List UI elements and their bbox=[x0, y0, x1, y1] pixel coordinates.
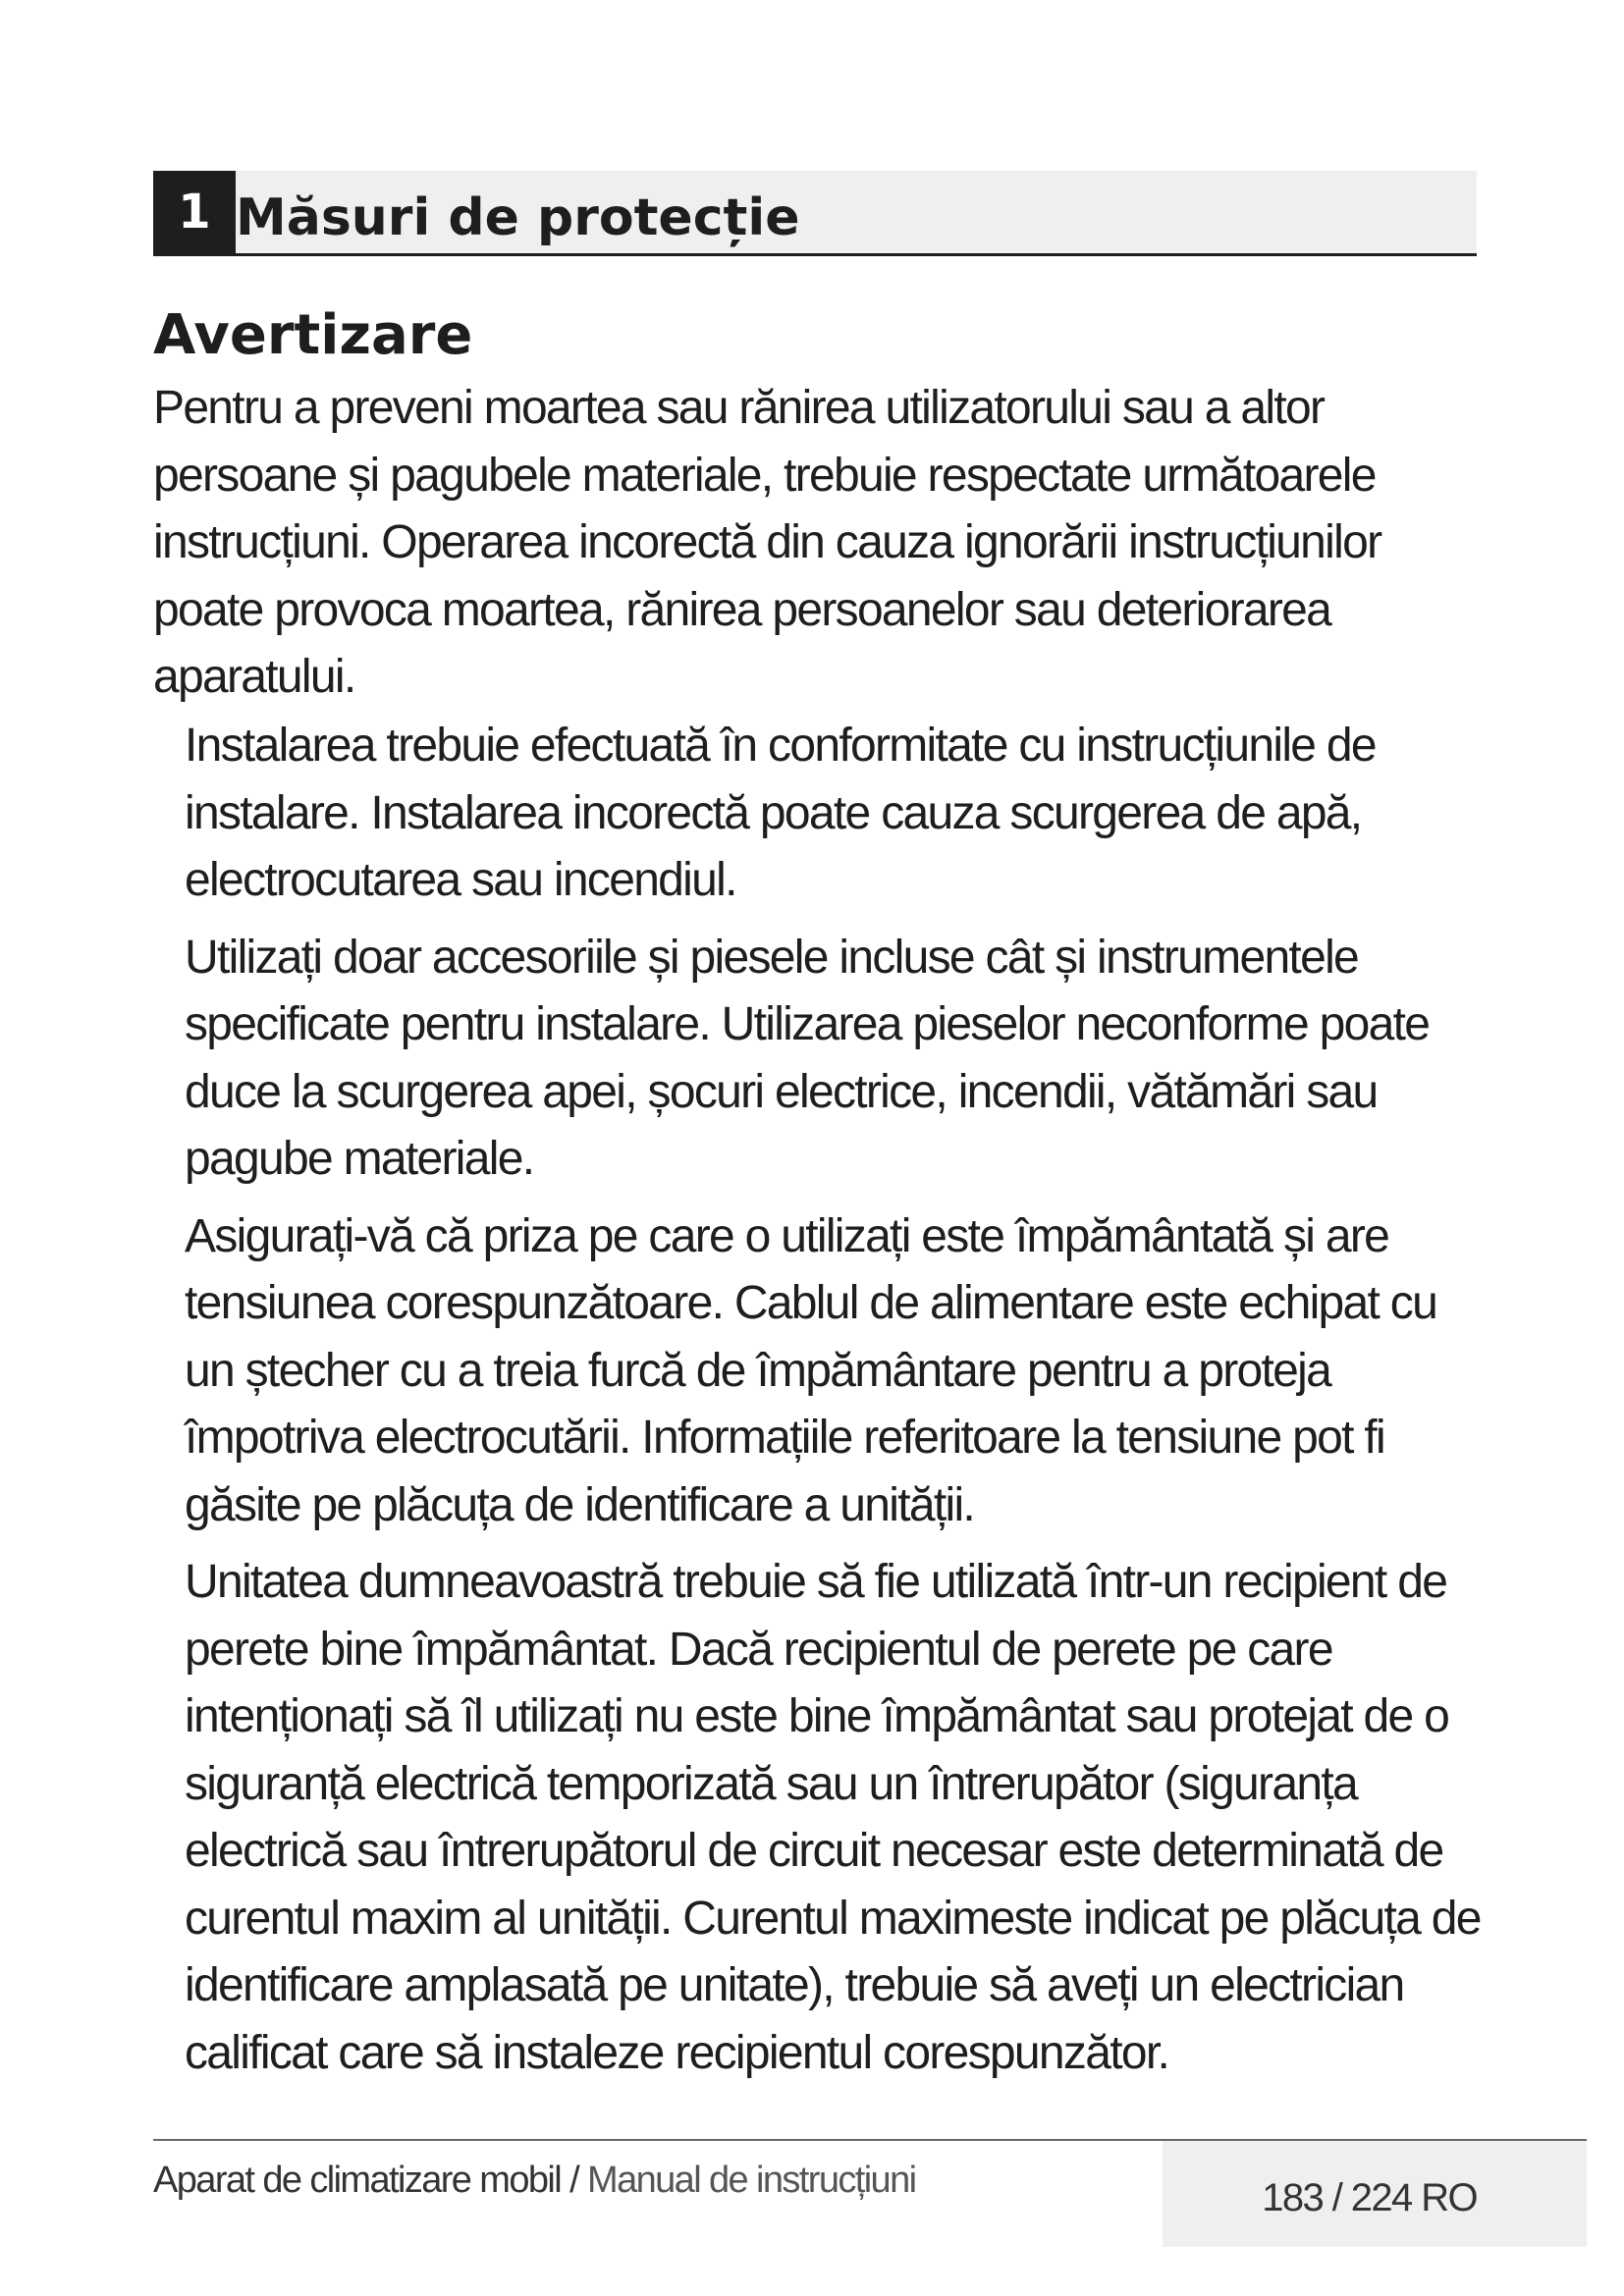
section-title: Măsuri de protecție bbox=[236, 188, 800, 247]
warning-heading: Avertizare bbox=[153, 303, 473, 367]
page-number: 183 / 224 RO bbox=[1262, 2176, 1477, 2219]
footer-separator: / bbox=[569, 2160, 579, 2201]
list-item: Instalarea trebuie efectuată în conformitate cu instrucțiunile de instalare. Instalarea incorectă poate cauza scurgerea de apă, electrocutarea sau incendiul. bbox=[185, 720, 1376, 906]
list-item: Unitatea dumneavoastră trebuie să fie utilizată într-un recipient de perete bine împământat. Dacă recipientul de perete pe care intenționați să îl utilizați nu este bine împământat sau protejat de o siguranță electrică temporizată sau un întrerupător (siguranța electrică sau întrerupătorul de circuit necesar este determinată de curentul maxim al unității. Curentul maximeste indicat pe plăcuța de identificare amplasată pe unitate), trebuie să aveți un electrician calificat care să instaleze recipientul corespunzător. bbox=[185, 1556, 1481, 2079]
footer-product-name: Aparat de climatizare mobil bbox=[153, 2160, 562, 2201]
section-number: 1 bbox=[153, 171, 236, 253]
section-header bbox=[153, 171, 1477, 256]
footer-page-box bbox=[1163, 2141, 1587, 2247]
list-item: Utilizați doar accesoriile și piesele incluse cât și instrumentele specificate pentru instalare. Utilizarea pieselor neconforme poate duce la scurgerea apei, șocuri electrice, incendii, vătămări sau pagube materiale. bbox=[185, 931, 1430, 1185]
footer-document-title bbox=[153, 2160, 915, 2202]
footer-manual-name: Manual de instrucțiuni bbox=[587, 2160, 916, 2201]
intro-paragraph: Pentru a preveni moartea sau rănirea utilizatorului sau a altor persoane și pagubele materiale, trebuie respectate următoarele instrucțiuni. Operarea incorectă din cauza ignorării instrucțiunilor poate provoca moartea, rănirea persoanelor sau deteriorarea aparatului. bbox=[153, 382, 1381, 703]
warning-list bbox=[185, 713, 1490, 2097]
list-item: Asigurați-vă că priza pe care o utilizați este împământată și are tensiunea corespunzătoare. Cablul de alimentare este echipat cu un ștecher cu a treia furcă de împământare pentru a proteja împotriva electrocutării. Informațiile referitoare la tensiune pot fi găsite pe plăcuța de identificare a unității. bbox=[185, 1209, 1437, 1531]
